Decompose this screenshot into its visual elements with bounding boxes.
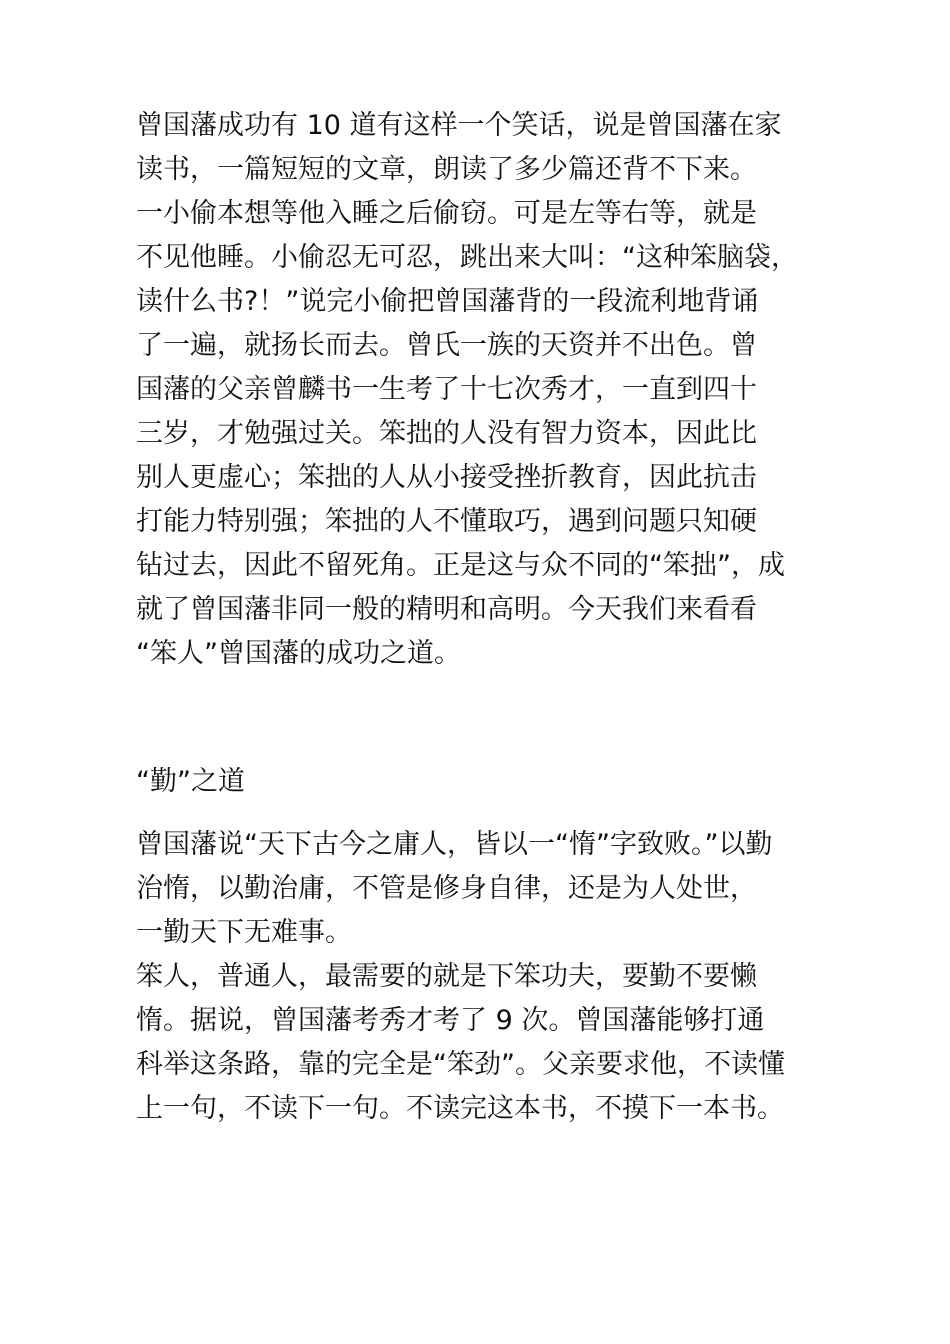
text-line: 科举这条路，靠的完全是“笨劲”。父亲要求他，不读懂: [136, 1049, 785, 1080]
text-line: 治惰，以勤治庸，不管是修身自律，还是为人处世，: [136, 873, 757, 904]
text-line: 三岁，才勉强过关。笨拙的人没有智力资本，因此比: [136, 418, 757, 449]
text-line: 一小偷本想等他入睡之后偷窃。可是左等右等，就是: [136, 198, 757, 229]
section-heading: “勤”之道: [136, 766, 245, 797]
intro-paragraph: [136, 104, 836, 676]
text-line: 上一句，不读下一句。不读完这本书，不摸下一本书。: [136, 1093, 784, 1124]
section-heading-block: [136, 760, 836, 804]
text-line: 读书，一篇短短的文章，朗读了多少篇还背不下来。: [136, 154, 757, 185]
text-line: 惰。据说，曾国藩考秀才考了 9 次。曾国藩能够打通: [136, 1005, 765, 1036]
text-line: 不见他睡。小偷忍无可忍，跳出来大叫：“这种笨脑袋，: [136, 242, 798, 273]
text-line: 了一遍，就扬长而去。曾氏一族的天资并不出色。曾: [136, 330, 757, 361]
text-line: 读什么书?！”说完小偷把曾国藩背的一段流利地背诵: [136, 286, 759, 317]
text-line: 打能力特别强；笨拙的人不懂取巧，遇到问题只知硬: [136, 506, 757, 537]
text-line: 曾国藩说“天下古今之庸人，皆以一“惰”字致败。”以勤: [136, 829, 773, 860]
text-line: 笨人，普通人，最需要的就是下笨功夫，要勤不要懒: [136, 961, 757, 992]
text-line: 曾国藩成功有 10 道有这样一个笑话，说是曾国藩在家: [136, 110, 782, 141]
text-line: 钻过去，因此不留死角。正是这与众不同的“笨拙”，成: [136, 550, 785, 581]
text-line: “笨人”曾国藩的成功之道。: [136, 638, 461, 669]
section-paragraph: [136, 823, 836, 1131]
text-line: 一勤天下无难事。: [136, 917, 352, 948]
text-line: 别人更虚心；笨拙的人从小接受挫折教育，因此抗击: [136, 462, 757, 493]
text-line: 就了曾国藩非同一般的精明和高明。今天我们来看看: [136, 594, 757, 625]
text-line: 国藩的父亲曾麟书一生考了十七次秀才，一直到四十: [136, 374, 757, 405]
